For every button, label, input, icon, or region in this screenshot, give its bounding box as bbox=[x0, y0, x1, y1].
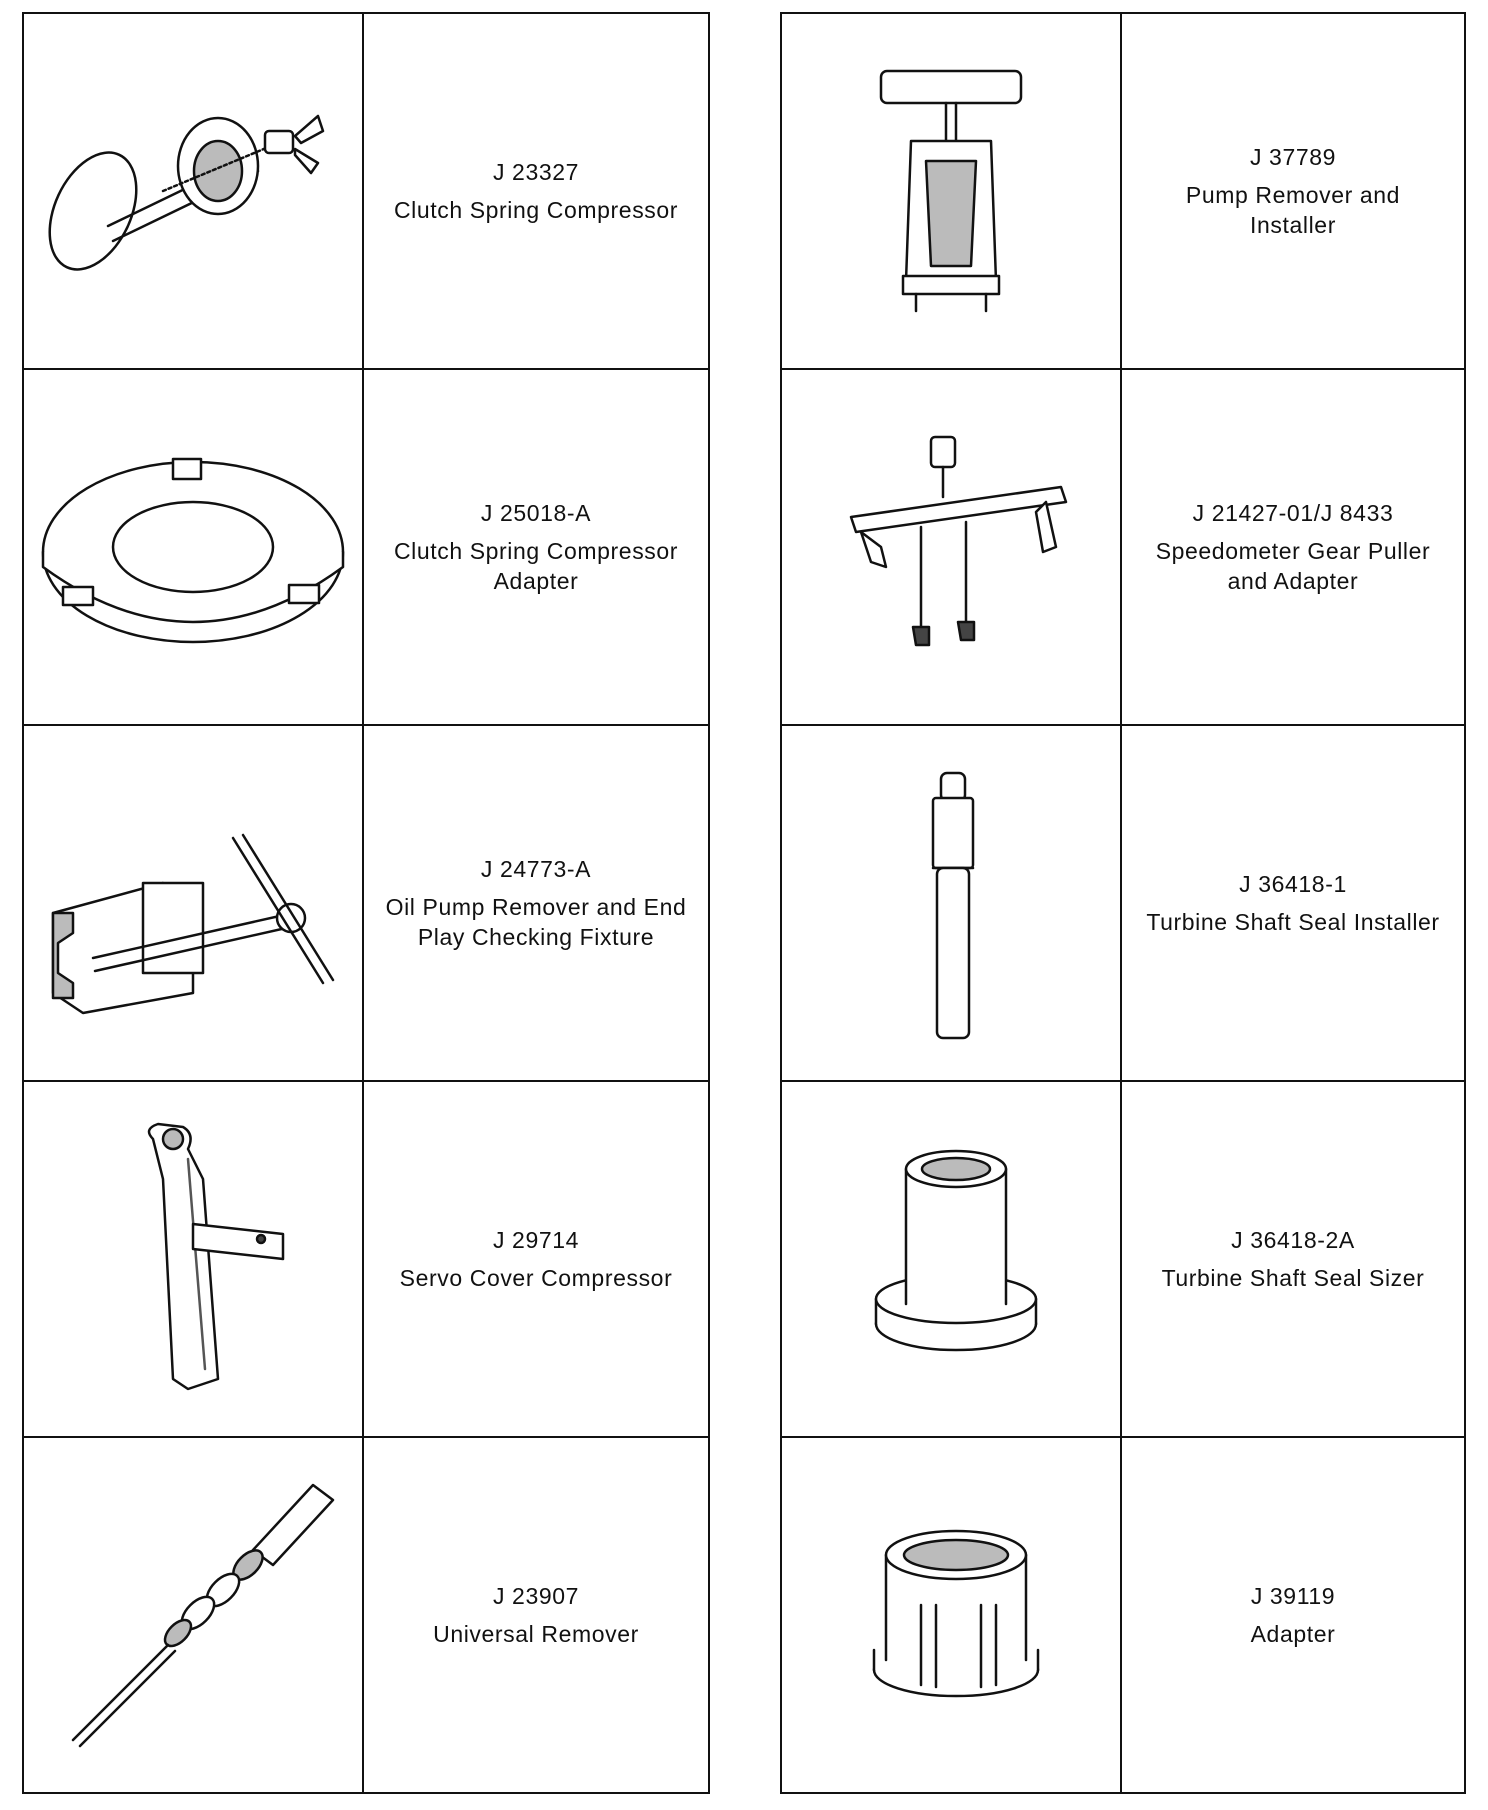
tool-row bbox=[782, 370, 1464, 726]
tool-name: Turbine Shaft Seal Installer bbox=[1146, 909, 1440, 935]
tool-description bbox=[1122, 1082, 1464, 1436]
tool-row bbox=[782, 14, 1464, 370]
tool-description bbox=[1122, 370, 1464, 724]
tool-row bbox=[782, 726, 1464, 1082]
universal-remover-icon bbox=[33, 1455, 353, 1775]
tool-name: Oil Pump Remover and End Play Checking Fixture bbox=[385, 894, 687, 950]
tool-row bbox=[782, 1082, 1464, 1438]
tool-image-cell bbox=[24, 14, 364, 368]
tool-number: J 24773-A bbox=[480, 856, 592, 882]
tool-image-cell bbox=[782, 726, 1122, 1080]
tool-number: J 29714 bbox=[492, 1227, 580, 1253]
tool-image-cell bbox=[24, 1438, 364, 1792]
adapter-icon bbox=[791, 1455, 1111, 1775]
tool-name: Speedometer Gear Puller and Adapter bbox=[1155, 538, 1431, 594]
tool-description bbox=[1122, 14, 1464, 368]
tool-image-cell bbox=[782, 370, 1122, 724]
tool-row bbox=[24, 1438, 708, 1792]
tool-number: J 23907 bbox=[492, 1583, 580, 1609]
tool-number: J 37789 bbox=[1249, 144, 1337, 170]
speedometer-gear-puller-icon bbox=[791, 387, 1111, 707]
tool-image-cell bbox=[782, 1438, 1122, 1792]
tool-description bbox=[364, 1438, 708, 1792]
tool-row bbox=[24, 726, 708, 1082]
tool-description bbox=[364, 370, 708, 724]
tools-table-left bbox=[22, 12, 710, 1794]
pump-remover-installer-icon bbox=[791, 31, 1111, 351]
tools-table-right bbox=[780, 12, 1466, 1794]
tool-image-cell bbox=[24, 726, 364, 1080]
tool-description bbox=[364, 1082, 708, 1436]
tool-row bbox=[24, 370, 708, 726]
tool-name: Turbine Shaft Seal Sizer bbox=[1161, 1265, 1425, 1291]
oil-pump-remover-fixture-icon bbox=[33, 743, 353, 1063]
clutch-spring-compressor-icon bbox=[33, 31, 353, 351]
tool-number: J 23327 bbox=[492, 159, 580, 185]
tool-description bbox=[364, 726, 708, 1080]
tool-name: Servo Cover Compressor bbox=[399, 1265, 673, 1291]
tool-description bbox=[1122, 726, 1464, 1080]
tool-description bbox=[364, 14, 708, 368]
tool-name: Clutch Spring Compressor bbox=[393, 197, 679, 223]
tool-number: J 36418-2A bbox=[1231, 1227, 1355, 1253]
tool-name: Adapter bbox=[1250, 1621, 1336, 1647]
tool-image-cell bbox=[782, 14, 1122, 368]
tool-name: Clutch Spring Compressor Adapter bbox=[393, 538, 679, 594]
servo-cover-compressor-icon bbox=[33, 1099, 353, 1419]
tool-name: Universal Remover bbox=[433, 1621, 639, 1647]
tool-number: J 39119 bbox=[1250, 1583, 1336, 1609]
tool-number: J 25018-A bbox=[480, 500, 592, 526]
tool-image-cell bbox=[24, 370, 364, 724]
tool-row bbox=[24, 14, 708, 370]
tool-name: Pump Remover and Installer bbox=[1185, 182, 1401, 238]
tool-description bbox=[1122, 1438, 1464, 1792]
compressor-adapter-ring-icon bbox=[33, 387, 353, 707]
tool-row bbox=[782, 1438, 1464, 1792]
seal-installer-icon bbox=[791, 743, 1111, 1063]
tool-row bbox=[24, 1082, 708, 1438]
tool-number: J 21427-01/J 8433 bbox=[1192, 500, 1394, 526]
tool-image-cell bbox=[782, 1082, 1122, 1436]
tool-image-cell bbox=[24, 1082, 364, 1436]
tool-number: J 36418-1 bbox=[1239, 871, 1347, 897]
seal-sizer-icon bbox=[791, 1099, 1111, 1419]
